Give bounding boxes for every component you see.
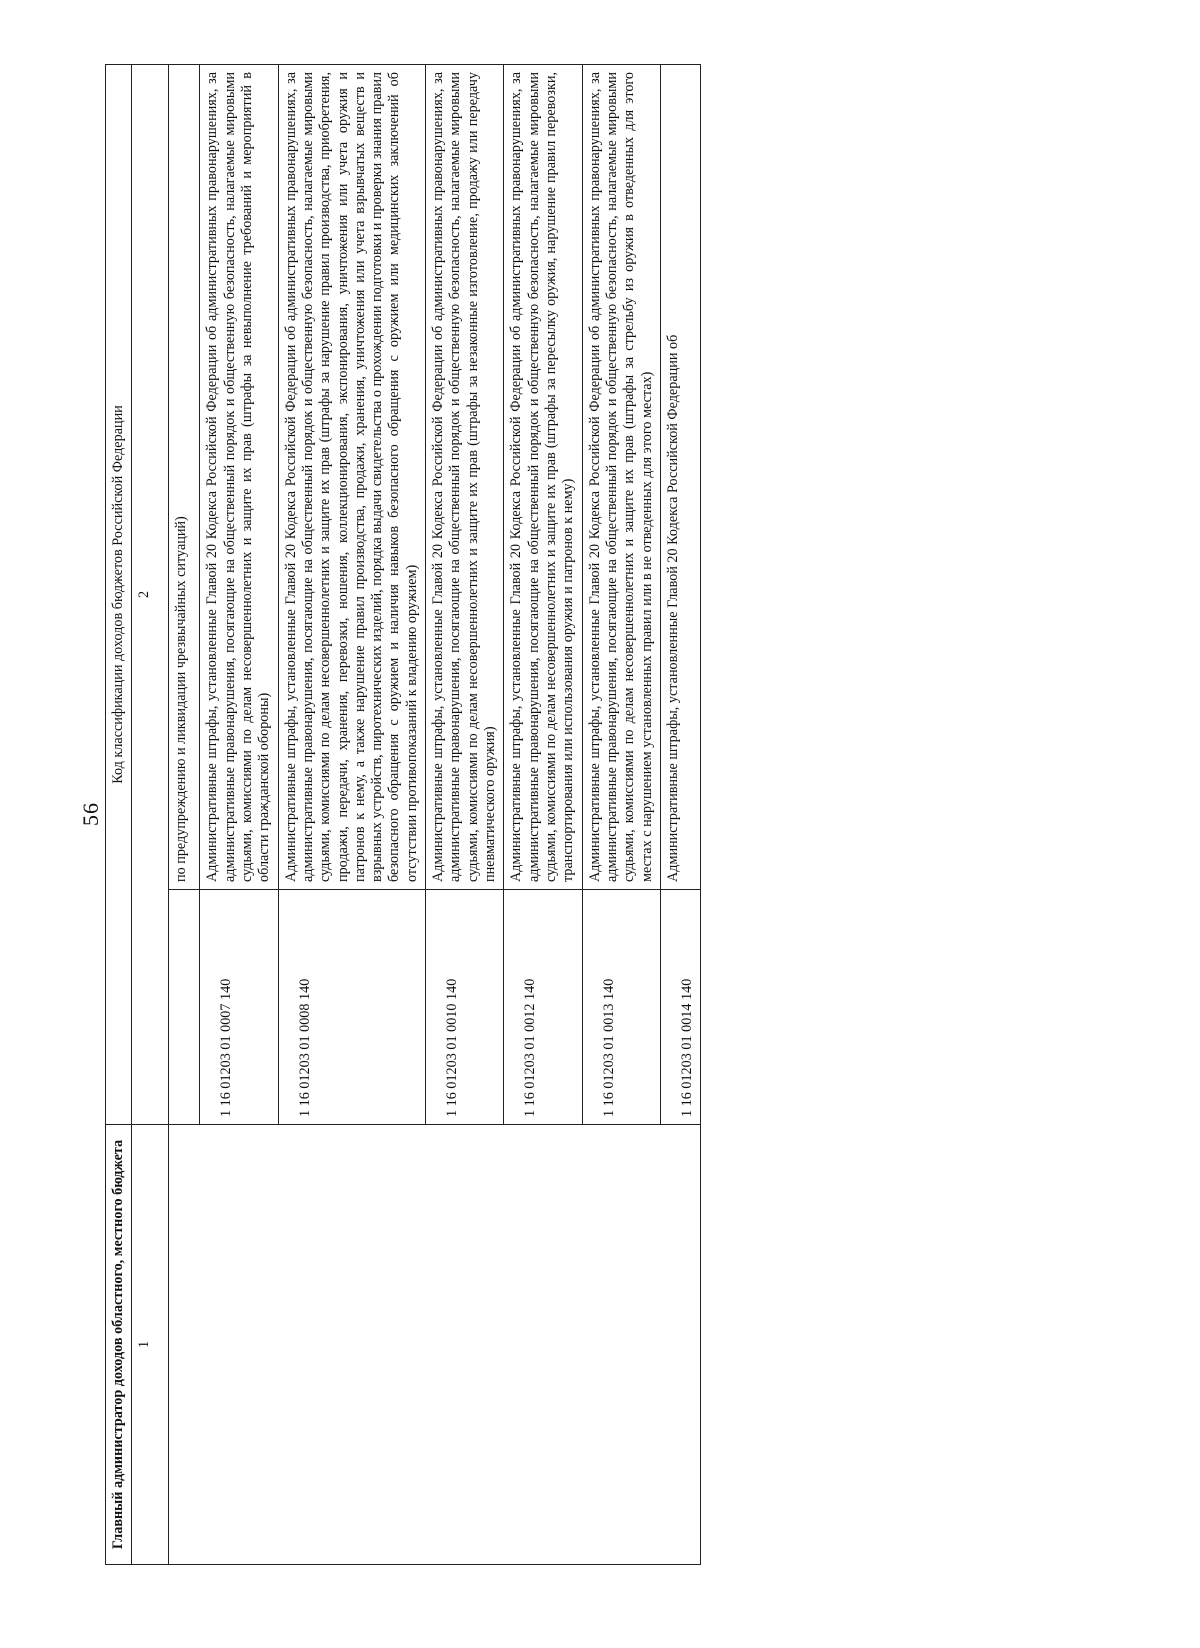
description-cell: Административные штрафы, установленные Главой 20 Кодекса Российской Федерации об административных правонарушениях, за административные правонарушения, посягающие на общественный порядок и общественную безопасность, налагаемые мировыми судьями, комиссиями по делам несовершеннолетних и защите их прав (штрафы за невыполнение требований и мероприятий в области гражданской обороны) — [200, 65, 278, 890]
code-cell: 1 16 01203 01 0010 140 — [426, 890, 504, 1125]
column-number-2: 2 — [132, 65, 169, 1125]
document-sheet — [105, 65, 1125, 1565]
code-cell: 1 16 01203 01 0007 140 — [200, 890, 278, 1125]
column-number-row — [132, 65, 169, 1565]
code-cell: 1 16 01203 01 0012 140 — [504, 890, 582, 1125]
code-cell: 1 16 01203 01 0013 140 — [582, 890, 660, 1125]
description-cell: Административные штрафы, установленные Главой 20 Кодекса Российской Федерации об административных правонарушениях, за административные правонарушения, посягающие на общественный порядок и общественную безопасность, налагаемые мировыми судьями, комиссиями по делам несовершеннолетних и защите их прав (штрафы за стрельбу из оружия в отведенных для этого местах с нарушением установленных правил или в не отведенных для этого местах) — [582, 65, 660, 890]
header-admin: Главный администратор доходов областного, местного бюджета — [106, 1125, 132, 1565]
code-cell: 1 16 01203 01 0008 140 — [278, 890, 426, 1125]
description-cell: Административные штрафы, установленные Главой 20 Кодекса Российской Федерации об административных правонарушениях, за административные правонарушения, посягающие на общественный порядок и общественную безопасность, налагаемые мировыми судьями, комиссиями по делам несовершеннолетних и защите их прав (штрафы за нарушение правил производства, приобретения, продажи, передачи, хранения, перевозки, ношения, коллекционирования, экспонирования, уничтожения или учета оружия и патронов к нему, а также нарушение правил производства, продажи, хранения, уничтожения или учета взрывчатых веществ и взрывных устройств, пиротехнических изделий, порядка выдачи свидетельства о прохождении подготовки и проверки знания правил безопасного обращения с оружием и наличия навыков безопасного обращения с оружием или медицинских заключений об отсутствии противопоказаний к владению оружием) — [278, 65, 426, 890]
description-cell: по предупреждению и ликвидации чрезвычайных ситуаций) — [169, 65, 200, 890]
code-cell: 1 16 01203 01 0014 140 — [660, 890, 700, 1125]
description-cell: Административные штрафы, установленные Главой 20 Кодекса Российской Федерации об — [660, 65, 700, 890]
admin-cell — [169, 1125, 701, 1565]
code-cell — [169, 890, 200, 1125]
header-code: Код классификации доходов бюджетов Российской Федерации — [106, 65, 132, 1125]
column-number-1: 1 — [132, 1125, 169, 1565]
description-cell: Административные штрафы, установленные Главой 20 Кодекса Российской Федерации об административных правонарушениях, за административные правонарушения, посягающие на общественный порядок и общественную безопасность, налагаемые мировыми судьями, комиссиями по делам несовершеннолетних и защите их прав (штрафы за незаконные изготовление, продажу или передачу пневматического оружия) — [426, 65, 504, 890]
table-row — [169, 65, 200, 1565]
page-number: 56 — [78, 802, 103, 826]
table-header-row — [106, 65, 132, 1565]
description-cell: Административные штрафы, установленные Главой 20 Кодекса Российской Федерации об административных правонарушениях, за административные правонарушения, посягающие на общественный порядок и общественную безопасность, налагаемые мировыми судьями, комиссиями по делам несовершеннолетних и защите их прав (штрафы за пересылку оружия, нарушение правил перевозки, транспортирования или использования оружия и патронов к нему) — [504, 65, 582, 890]
budget-classification-table — [105, 64, 701, 1565]
